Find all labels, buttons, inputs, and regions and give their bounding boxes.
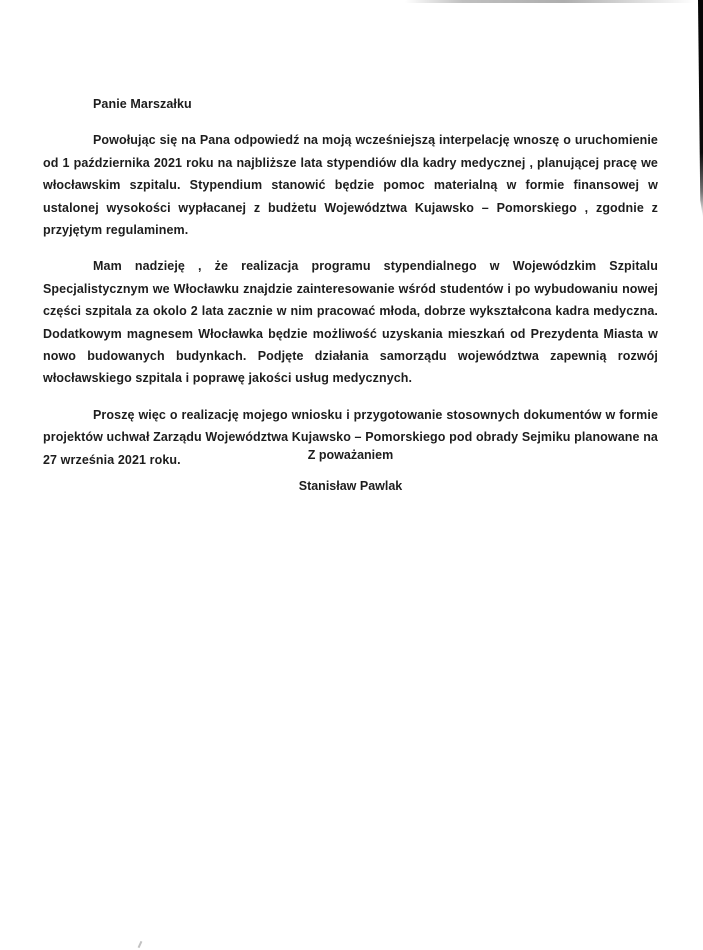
closing-phrase: Z poważaniem xyxy=(307,448,394,462)
scan-dark-right-edge xyxy=(698,0,703,218)
scan-mark-bottom xyxy=(138,941,143,948)
salutation: Panie Marszałku xyxy=(93,97,192,111)
signature-name: Stanisław Pawlak xyxy=(298,479,403,494)
letter-body xyxy=(43,0,658,471)
paragraph-2: Mam nadzieję , że realizacja programu stypendialnego w Wojewódzkim Szpitalu Specjalistycznym we Włocławku znajdzie zainteresowanie wśród studentów i po wybudowaniu nowej części szpitala za okolo 2 lata zacznie w nim pracować młoda, dobrze wykształcona kadra medyczna. Dodatkowym magnesem Włocławka będzie możliwość uzyskania mieszkań od Prezydenta Miasta w nowo budowanych budynkach. Podjęte działania samorządu województwa zapewnią rozwój włocławskiego szpitala i poprawę jakości usług medycznych. xyxy=(43,259,658,386)
paragraph-1: Powołując się na Pana odpowiedź na moją wcześniejszą interpelację wnoszę o uruchomienie od 1 października 2021 roku na najbliższe lata stypendiów dla kadry medycznej , planującej pracę we włocławskim szpitalu. Stypendium stanowić będzie pomoc materialną w formie finansowej w ustalonej wysokości wypłacanej z budżetu Województwa Kujawsko – Pomorskiego , zgodnie z przyjętym regulaminem. xyxy=(43,133,658,238)
paragraph-3: Proszę więc o realizację mojego wniosku i przygotowanie stosownych dokumentów w formie projektów uchwał Zarządu Województwa Kujawsko – Pomorskiego pod obrady Sejmiku planowane na 27 września 2021 roku. xyxy=(43,407,658,467)
signature-block xyxy=(43,444,658,498)
